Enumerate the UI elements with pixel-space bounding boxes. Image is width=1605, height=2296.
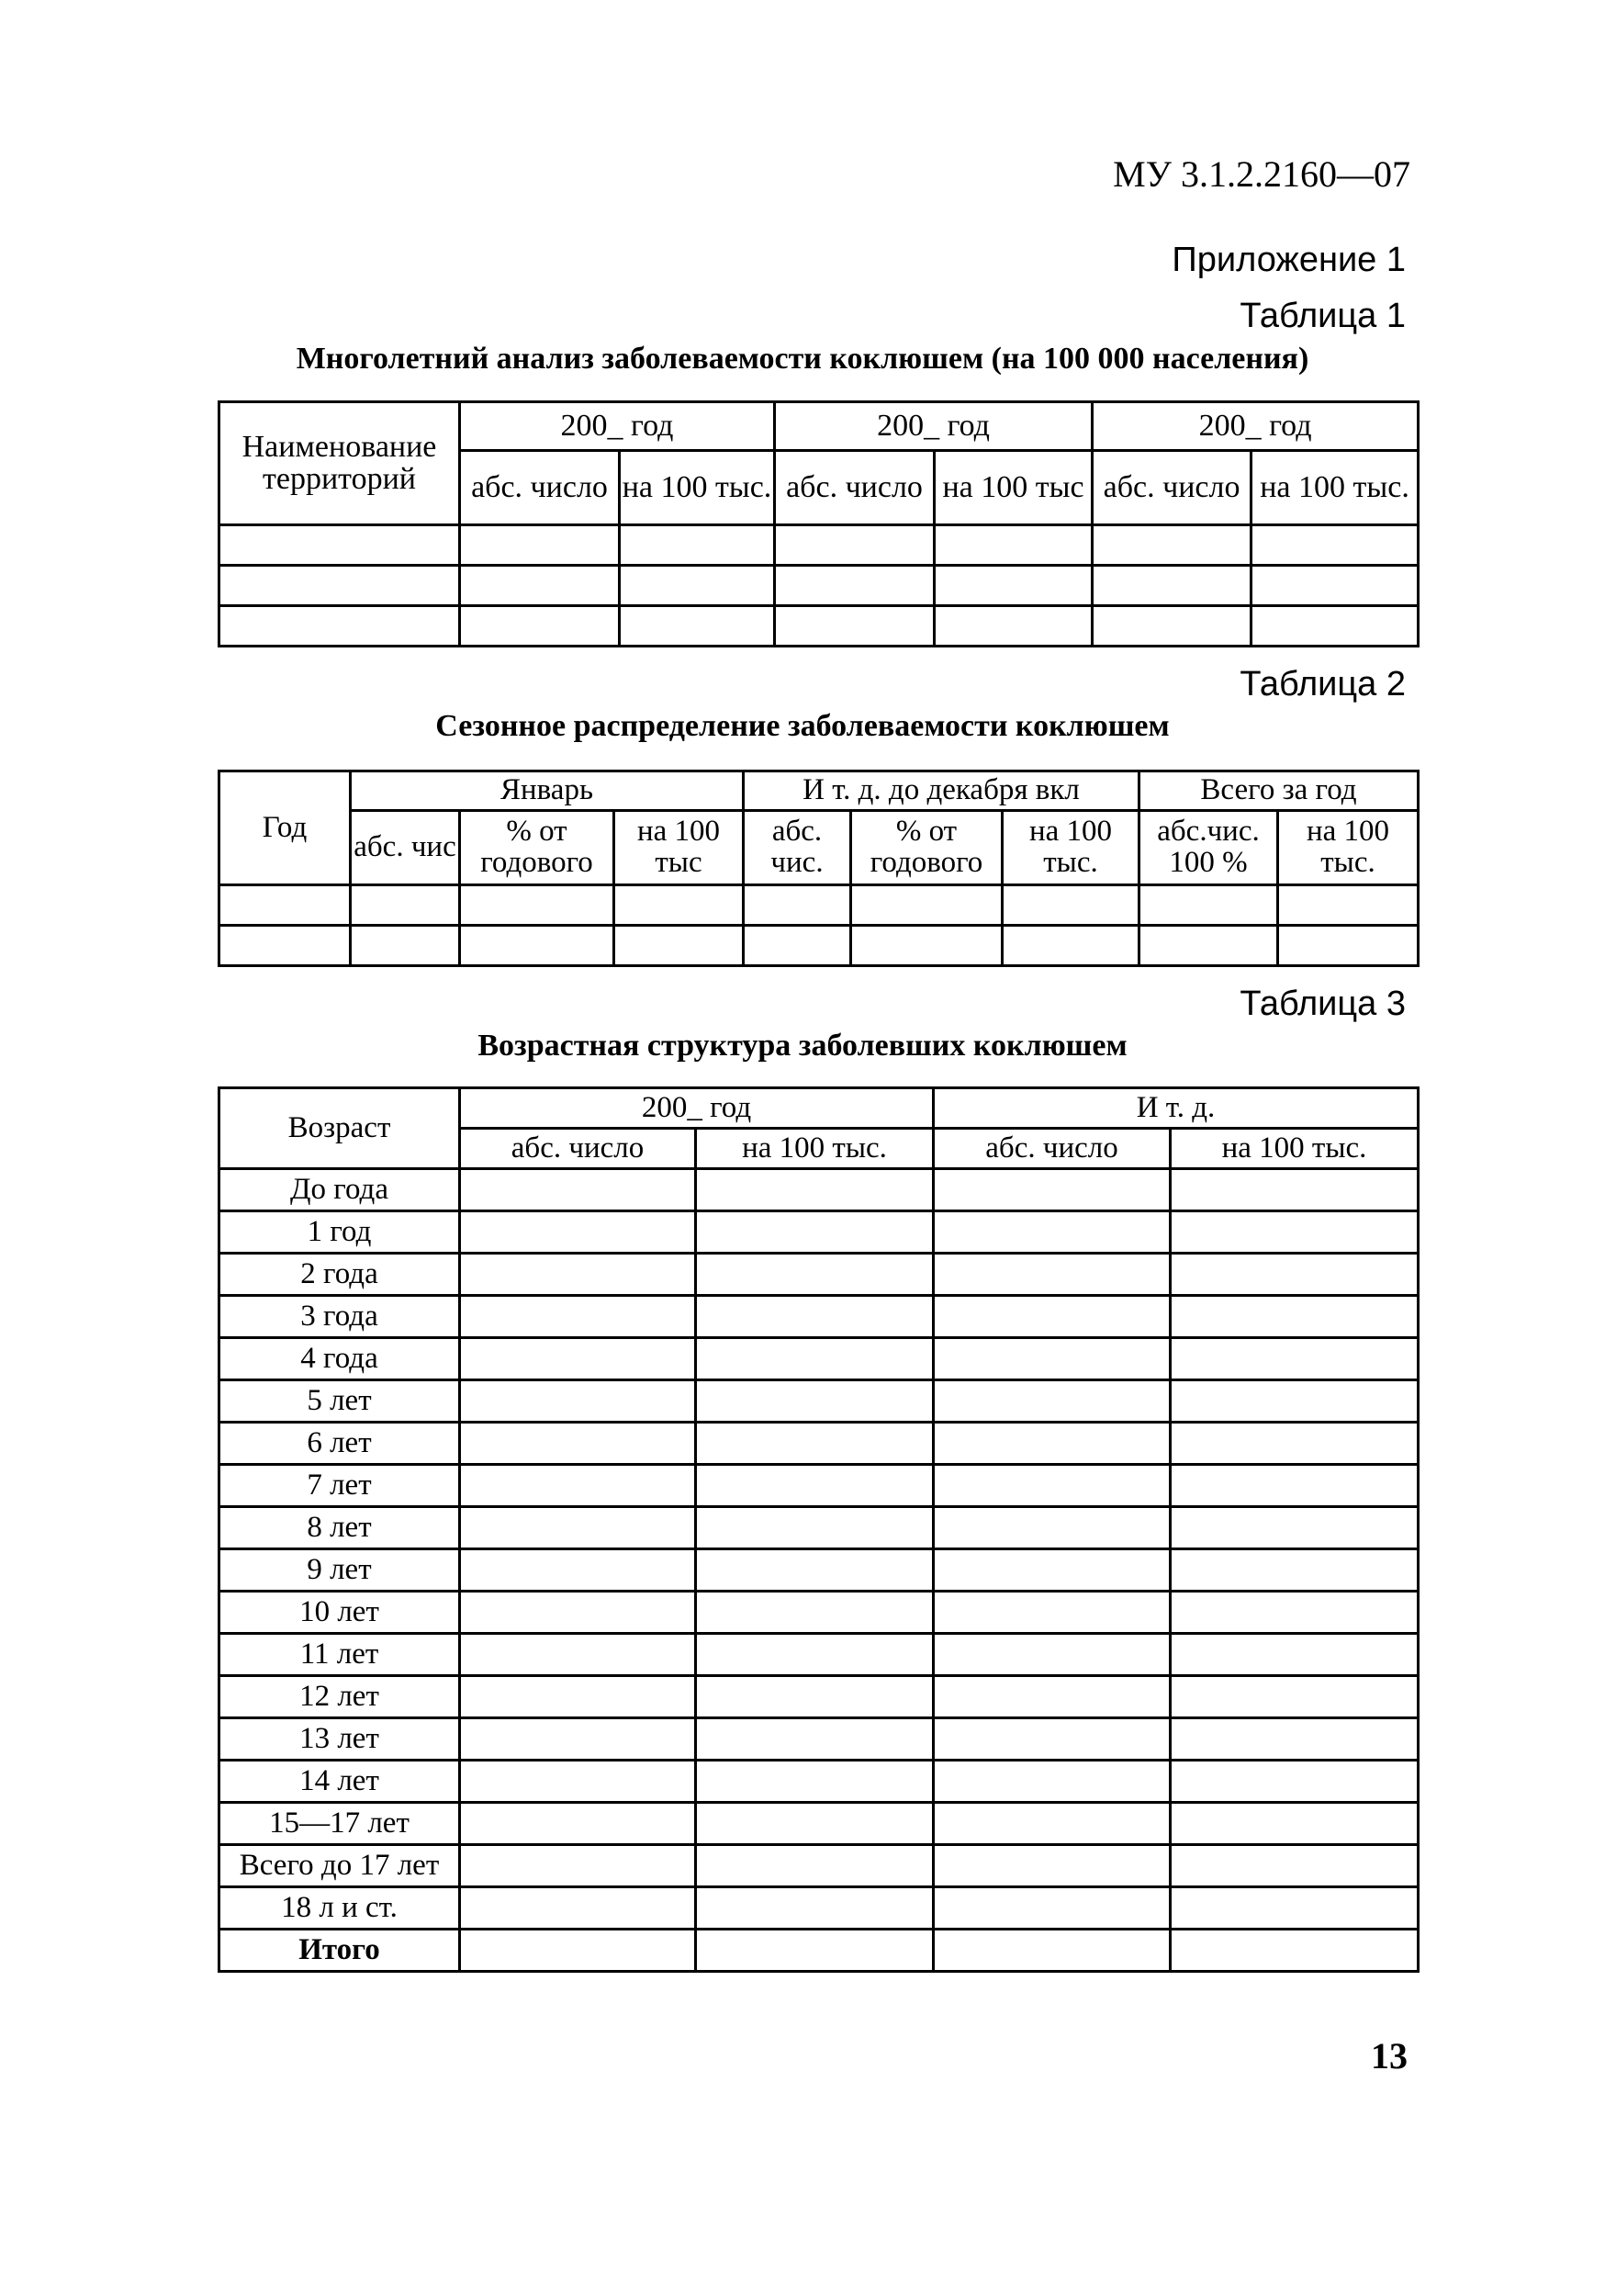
table-row <box>219 885 1419 926</box>
age-label: 9 лет <box>219 1549 460 1592</box>
header-total-year: Всего за год <box>1139 771 1419 811</box>
table-row <box>219 926 1419 966</box>
age-label: 12 лет <box>219 1676 460 1718</box>
header-abs-number: абс. число <box>460 451 620 525</box>
age-label: 4 года <box>219 1338 460 1380</box>
age-label: 13 лет <box>219 1718 460 1761</box>
age-label: Всего до 17 лет <box>219 1845 460 1887</box>
table1-label: Таблица 1 <box>1240 297 1406 335</box>
header-year: 200_ год <box>460 1088 934 1129</box>
header-territory: Наименование территорий <box>219 402 460 525</box>
table2 <box>218 770 1420 967</box>
document-code: МУ 3.1.2.2160—07 <box>1113 153 1410 195</box>
table1 <box>218 400 1420 647</box>
age-label: До года <box>219 1169 460 1211</box>
age-label: 3 года <box>219 1296 460 1338</box>
header-abs-number: абс. число <box>775 451 935 525</box>
table-row <box>219 1296 1419 1338</box>
table-row <box>219 1549 1419 1592</box>
table-row <box>219 1380 1419 1423</box>
table3-title: Возрастная структура заболевших коклюшем <box>477 1029 1128 1063</box>
table-row <box>219 1803 1419 1845</box>
age-label: 1 год <box>219 1211 460 1254</box>
header-until-december: И т. д. до декабря вкл <box>744 771 1139 811</box>
table-row <box>219 1676 1419 1718</box>
age-label: 7 лет <box>219 1465 460 1507</box>
table-row <box>219 1338 1419 1380</box>
age-label: 11 лет <box>219 1634 460 1676</box>
header-per-100k: на 100 тыс. <box>1251 451 1419 525</box>
table-row <box>219 1211 1419 1254</box>
table-row <box>219 1169 1419 1211</box>
table1-title: Многолетний анализ заболеваемости коклюшем (на 100 000 населения) <box>296 342 1309 376</box>
header-per-100k: на 100 тыс. <box>1003 811 1139 885</box>
table-row <box>219 566 1419 606</box>
age-label: 15—17 лет <box>219 1803 460 1845</box>
header-per-100k: на 100 тыс <box>935 451 1093 525</box>
table-row <box>219 606 1419 647</box>
table-row <box>219 1465 1419 1507</box>
header-january: Январь <box>351 771 744 811</box>
age-label: 6 лет <box>219 1423 460 1465</box>
header-etc: И т. д. <box>934 1088 1419 1129</box>
age-label: 10 лет <box>219 1592 460 1634</box>
header-year: 200_ год <box>775 402 1093 451</box>
header-per-100k: на 100 тыс. <box>1278 811 1419 885</box>
age-label: 5 лет <box>219 1380 460 1423</box>
header-per-100k: на 100 тыс. <box>696 1129 934 1169</box>
header-year: 200_ год <box>1093 402 1419 451</box>
header-per-100k: на 100 тыс <box>614 811 744 885</box>
table-row <box>219 1761 1419 1803</box>
table3 <box>218 1086 1420 1973</box>
header-age: Возраст <box>219 1088 460 1169</box>
table-row <box>219 1507 1419 1549</box>
table2-label: Таблица 2 <box>1240 665 1406 703</box>
table-row <box>219 525 1419 566</box>
header-per-100k: на 100 тыс. <box>1171 1129 1419 1169</box>
header-per-100k: на 100 тыс. <box>620 451 775 525</box>
appendix-label: Приложение 1 <box>1172 241 1406 279</box>
table3-label: Таблица 3 <box>1240 985 1406 1023</box>
table2-title: Сезонное распределение заболеваемости коклюшем <box>435 709 1170 743</box>
header-percent-annual: % от годового <box>851 811 1003 885</box>
header-abs-number: абс. число <box>460 1129 696 1169</box>
total-label: Итого <box>219 1930 460 1972</box>
header-percent-annual: % от годового <box>460 811 614 885</box>
page-number: 13 <box>1371 2035 1408 2077</box>
header-abs-number: абс. число <box>1093 451 1251 525</box>
table-row <box>219 1845 1419 1887</box>
header-year: 200_ год <box>460 402 775 451</box>
age-label: 2 года <box>219 1254 460 1296</box>
table-row <box>219 1634 1419 1676</box>
header-year: Год <box>219 771 351 885</box>
age-label: 8 лет <box>219 1507 460 1549</box>
table-row <box>219 1887 1419 1930</box>
header-abs-number: абс. чис <box>351 811 460 885</box>
header-abs-number: абс. число <box>934 1129 1171 1169</box>
age-label: 14 лет <box>219 1761 460 1803</box>
table-row <box>219 1718 1419 1761</box>
header-abs-number-100pct: абс.чис. 100 % <box>1139 811 1278 885</box>
table-row <box>219 1592 1419 1634</box>
age-label: 18 л и ст. <box>219 1887 460 1930</box>
table-row <box>219 1423 1419 1465</box>
table-row-total <box>219 1930 1419 1972</box>
header-abs-number: абс. чис. <box>744 811 851 885</box>
table-row <box>219 1254 1419 1296</box>
